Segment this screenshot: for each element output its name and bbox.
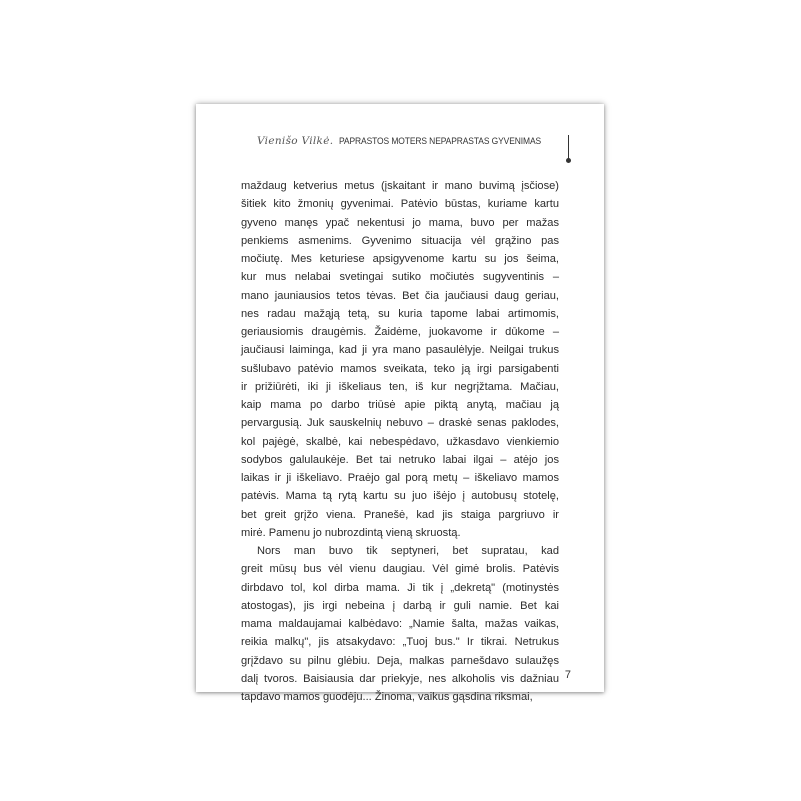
author-name: Vienišo Vilkė.: [256, 135, 334, 147]
text-line: sodybos galulaukėje. Bet tai netruko labai ilgai – atėjo jos: [241, 453, 559, 466]
text-line: mama maldaujamai kalbėdavo: „Namie šalta, mažas vaikas,: [241, 618, 559, 630]
text-line: gyveno manęs ypač nekentusi jo mama, buvo per mažas: [241, 216, 559, 229]
text-line: ir prižiūrėti, iki ji iškeliaus ten, iš kur negrįžtama. Mačiau,: [241, 380, 559, 393]
paragraph-2: [241, 542, 559, 706]
body-text: [241, 177, 559, 706]
text-line: tapdavo mamos guodėju... Žinoma, vaikus gąsdina riksmai,: [241, 691, 533, 703]
running-header: [257, 135, 559, 147]
text-line: nes radau mažąją tetą, su kuria tapome labai artimomis,: [241, 307, 559, 320]
text-line: bet greit grįžo viena. Pranešė, kad jis staiga pargriuvo ir: [241, 508, 559, 521]
text-line: penkiems asmenims. Gyvenimo situacija vėl grąžino pas: [241, 234, 559, 247]
text-line: laikas ir ji iškeliavo. Praėjo gal porą metų – iškeliavo mamos: [241, 472, 559, 484]
text-line: mirė. Pamenu jo nubrozdintą vieną skruostą.: [241, 526, 461, 539]
text-line: sušlubavo patėvio mamos sveikata, teko ją irgi parsigabenti: [241, 362, 559, 375]
text-line: mano jauniausios tetos tėvas. Bet čia jaučiausi daug geriau,: [241, 289, 559, 302]
text-line: atostogas), jis irgi nebeina į darbą ir guli namie. Bet kai: [241, 599, 559, 612]
book-title: PAPRASTOS MOTERS NEPAPRASTAS GYVENIMAS: [339, 136, 542, 146]
text-line: jaučiausi laiminga, kad ji yra mano pasaulėlyje. Neilgai trukus: [241, 344, 559, 357]
page-number: 7: [564, 669, 571, 681]
text-line: dalį tvoros. Baisiausia dar priekyje, nes alkoholis vis dažniau: [241, 672, 559, 685]
text-line: pervargusią. Juk sauskelnių nebuvo – draskė senas paklodes,: [241, 417, 559, 430]
text-line: šitiek kito žmonių gyvenimai. Patėvio būstas, kuriame kartu: [241, 198, 559, 211]
ornament-line: [568, 135, 569, 159]
text-line: patėvis. Mama tą rytą kartu su juo išėjo į autobusų stotelę,: [241, 490, 559, 503]
ornament-dot: [566, 158, 571, 163]
text-line: Nors man buvo tik septyneri, bet supratau, kad: [257, 545, 559, 557]
text-line: močiutę. Mes keturiese apsigyvenome kartu su jos šeima,: [241, 253, 559, 265]
text-line: kol pajėgė, skalbė, kai nebespėdavo, užkasdavo vienkiemio: [241, 435, 559, 448]
text-line: greit mūsų bus vėl vienu daugiau. Vėl gimė brolis. Patėvis: [241, 563, 559, 576]
text-line: maždaug ketverius metus (įskaitant ir mano buvimą įsčiose): [241, 180, 559, 192]
paragraph-1: [241, 177, 559, 542]
text-line: reikia malkų", jis atsakydavo: „Tuoj bus." Ir tikrai. Netrukus: [241, 636, 559, 649]
text-line: kaip mama po darbo triūsė apie piktą anytą, mačiau ją: [241, 399, 559, 411]
text-line: geriausiomis draugėmis. Žaidėme, juokavome ir dūkome –: [241, 326, 559, 338]
text-line: grįždavo su pilnu glėbiu. Deja, malkas parnešdavo sulaužęs: [241, 654, 559, 667]
header-ornament: [567, 135, 569, 161]
book-page: [196, 104, 604, 703]
text-line: dirbdavo tol, kol dirba mama. Ji tik į „dekretą" (motinystės: [241, 581, 559, 594]
text-line: kur mus nelabai svetingai sutiko močiutės sugyventinis –: [241, 271, 559, 284]
